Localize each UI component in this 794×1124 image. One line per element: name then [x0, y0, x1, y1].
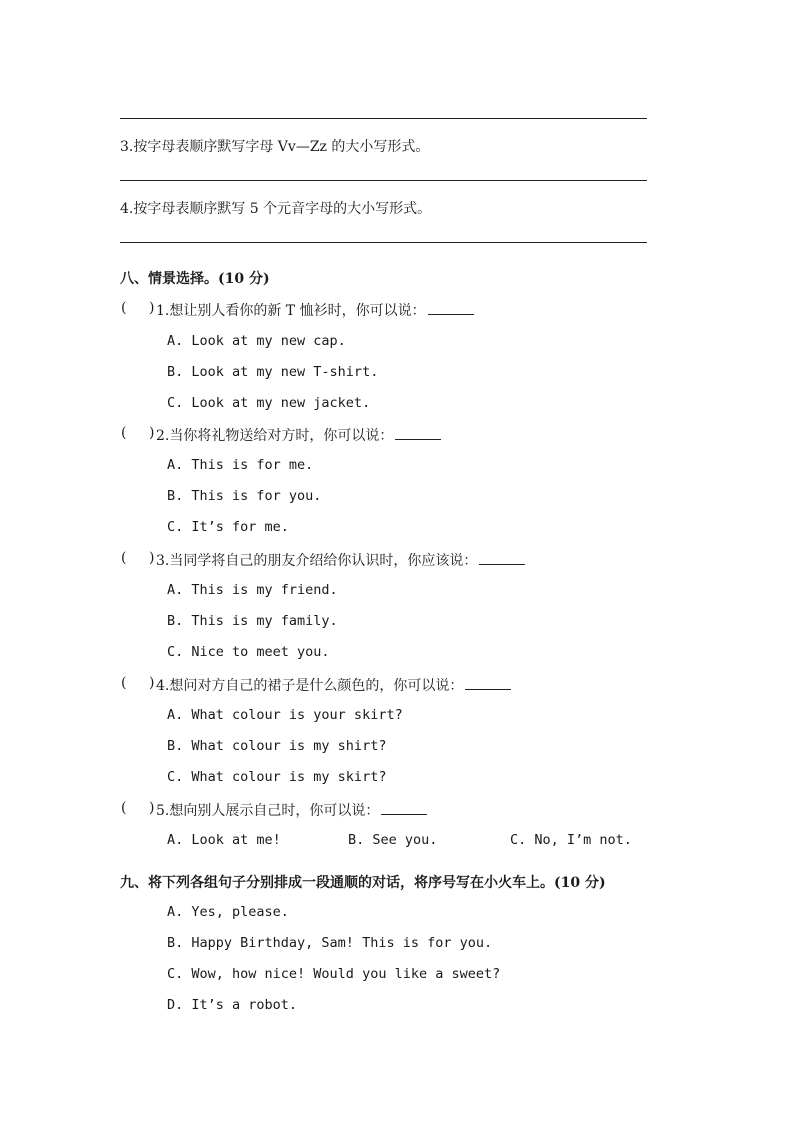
dialogue-sentence-d: D. It’s a robot. [167, 997, 298, 1013]
question-prompt: 4.想问对方自己的裙子是什么颜色的，你可以说： [156, 675, 511, 695]
answer-paren-open[interactable]: ( [121, 800, 127, 816]
answer-paren-close: ) [149, 800, 155, 816]
answer-paren-open[interactable]: ( [121, 300, 127, 316]
answer-blank[interactable] [479, 552, 525, 565]
option-a: A. Look at me! [167, 832, 281, 848]
answer-blank[interactable] [395, 427, 441, 440]
option-c: C. Look at my new jacket. [167, 395, 371, 411]
answer-blank[interactable] [381, 802, 427, 815]
answer-paren-open[interactable]: ( [121, 675, 127, 691]
writing-item-3: 3.按字母表顺序默写字母 Vv—Zz 的大小写形式。 [120, 139, 430, 155]
section-8-title: 八、情景选择。(10 分) [120, 271, 270, 287]
option-c: C. No, I’m not. [510, 832, 632, 848]
answer-paren-close: ) [149, 675, 155, 691]
question-prompt: 2.当你将礼物送给对方时，你可以说： [156, 425, 441, 445]
answer-paren-close: ) [149, 550, 155, 566]
question-prompt: 5.想向别人展示自己时，你可以说： [156, 800, 427, 820]
question-prompt: 3.当同学将自己的朋友介绍给你认识时，你应该说： [156, 550, 525, 570]
option-b: B. See you. [348, 832, 438, 848]
answer-blank[interactable] [428, 302, 474, 315]
dialogue-sentence-b: B. Happy Birthday, Sam! This is for you. [167, 935, 493, 951]
answer-line-2[interactable] [120, 180, 647, 181]
answer-line-3[interactable] [120, 242, 647, 243]
section-9-title: 九、将下列各组句子分别排成一段通顺的对话，将序号写在小火车上。(10 分) [120, 875, 606, 891]
dialogue-sentence-a: A. Yes, please. [167, 904, 289, 920]
answer-line-1[interactable] [120, 118, 647, 119]
option-a: A. This is my friend. [167, 582, 338, 598]
option-a: A. This is for me. [167, 457, 314, 473]
answer-paren-open[interactable]: ( [121, 550, 127, 566]
answer-paren-close: ) [149, 425, 155, 441]
option-c: C. It’s for me. [167, 519, 289, 535]
option-a: A. What colour is your skirt? [167, 707, 403, 723]
option-b: B. What colour is my shirt? [167, 738, 387, 754]
option-b: B. Look at my new T-shirt. [167, 364, 379, 380]
question-prompt: 1.想让别人看你的新 T 恤衫时，你可以说： [156, 300, 474, 320]
answer-blank[interactable] [465, 677, 511, 690]
writing-item-4: 4.按字母表顺序默写 5 个元音字母的大小写形式。 [120, 201, 432, 217]
answer-paren-close: ) [149, 300, 155, 316]
option-a: A. Look at my new cap. [167, 333, 346, 349]
option-b: B. This is my family. [167, 613, 338, 629]
dialogue-sentence-c: C. Wow, how nice! Would you like a sweet? [167, 966, 501, 982]
option-c: C. What colour is my skirt? [167, 769, 387, 785]
option-c: C. Nice to meet you. [167, 644, 330, 660]
option-b: B. This is for you. [167, 488, 322, 504]
answer-paren-open[interactable]: ( [121, 425, 127, 441]
